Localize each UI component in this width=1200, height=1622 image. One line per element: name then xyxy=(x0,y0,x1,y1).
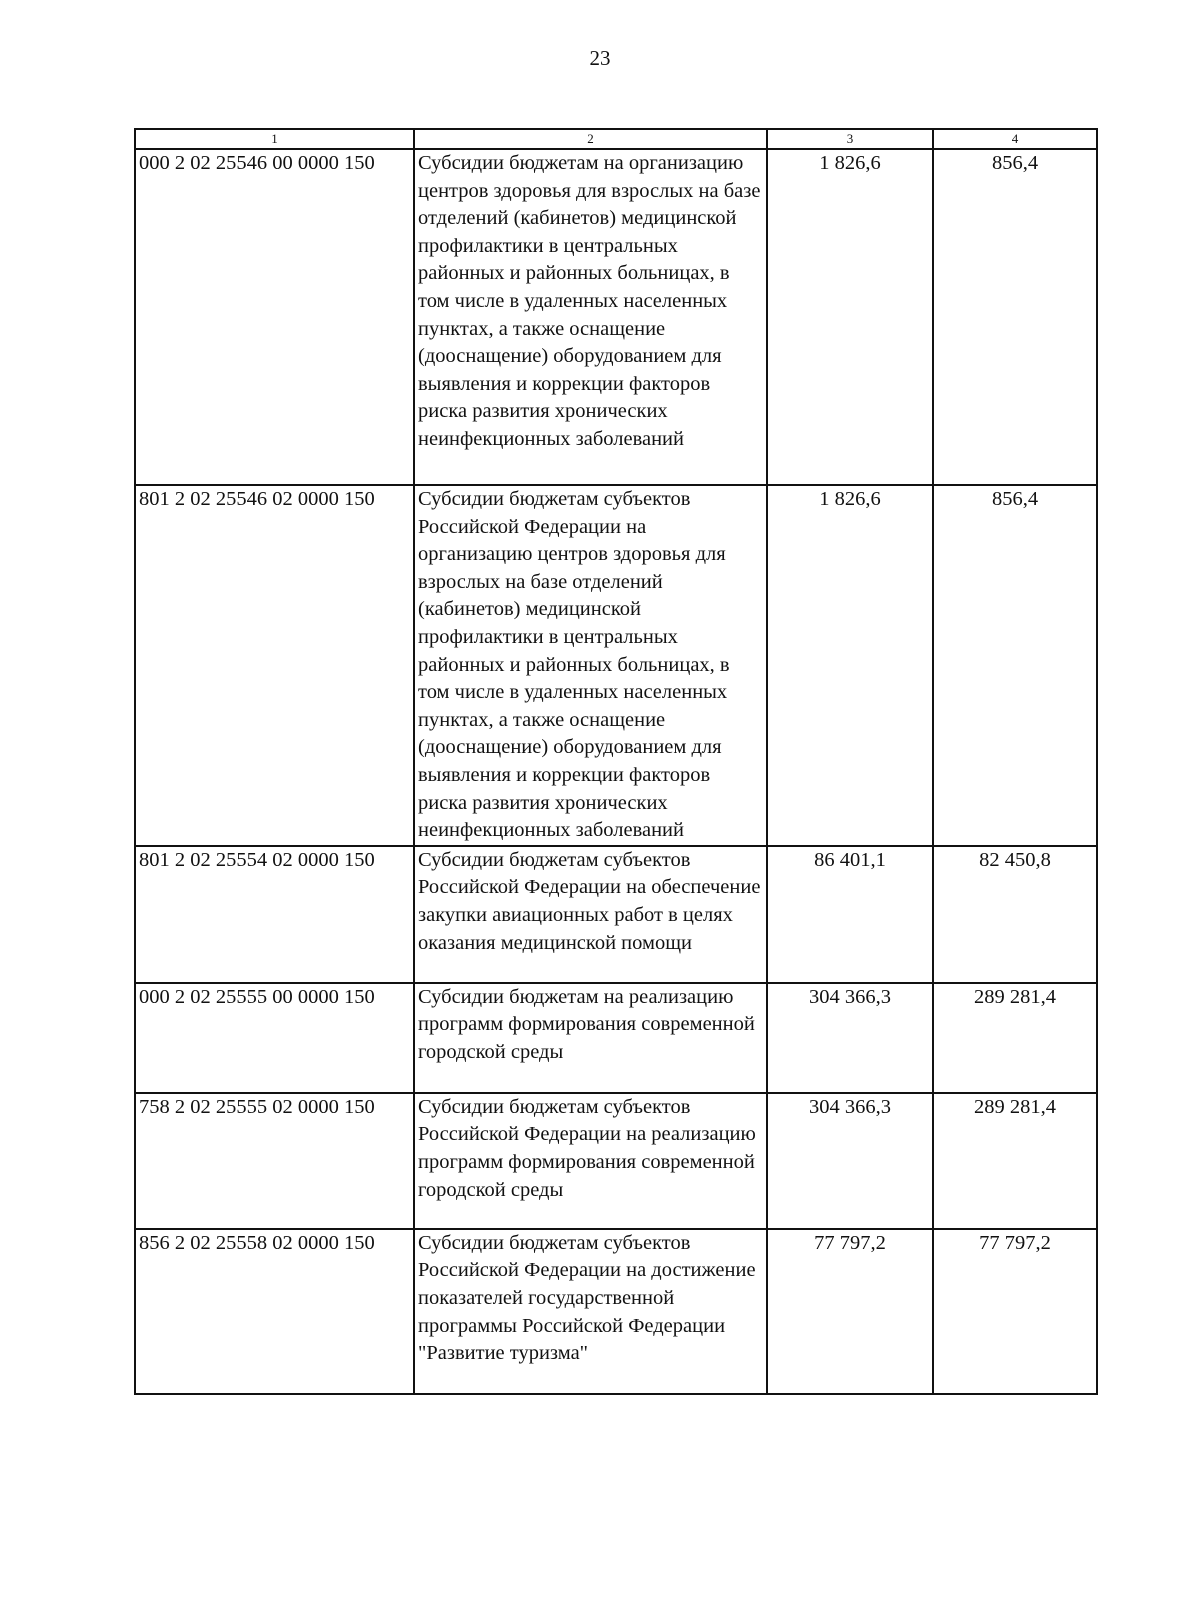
table-row xyxy=(135,149,1097,485)
budget-code-cell: 000 2 02 25546 00 0000 150 xyxy=(135,149,414,485)
table-row xyxy=(135,1093,1097,1229)
table-header-row xyxy=(135,129,1097,149)
value-col4-cell: 856,4 xyxy=(933,485,1097,846)
budget-code-cell: 801 2 02 25554 02 0000 150 xyxy=(135,846,414,983)
column-header-3: 3 xyxy=(767,129,933,149)
value-col3-cell: 304 366,3 xyxy=(767,983,933,1093)
value-col3-cell: 77 797,2 xyxy=(767,1229,933,1394)
description-cell: Субсидии бюджетам субъектов Российской Федерации на достижение показателей государственной программы Российской Федерации "Развитие туризма" xyxy=(414,1229,767,1394)
description-cell: Субсидии бюджетам на организацию центров здоровья для взрослых на базе отделений (кабинетов) медицинской профилактики в центральных районных и районных больницах, в том числе в удаленных населенных пунктах, а также оснащение (дооснащение) оборудованием для выявления и коррекции факторов риска развития хронических неинфекционных заболеваний xyxy=(414,149,767,485)
budget-code-cell: 000 2 02 25555 00 0000 150 xyxy=(135,983,414,1093)
value-col4-cell: 289 281,4 xyxy=(933,983,1097,1093)
budget-code-cell: 856 2 02 25558 02 0000 150 xyxy=(135,1229,414,1394)
value-col4-cell: 77 797,2 xyxy=(933,1229,1097,1394)
budget-code-cell: 801 2 02 25546 02 0000 150 xyxy=(135,485,414,846)
value-col3-cell: 1 826,6 xyxy=(767,485,933,846)
table-row xyxy=(135,846,1097,983)
value-col4-cell: 289 281,4 xyxy=(933,1093,1097,1229)
budget-table xyxy=(134,128,1098,1395)
description-cell: Субсидии бюджетам субъектов Российской Федерации на организацию центров здоровья для взрослых на базе отделений (кабинетов) медицинской профилактики в центральных районных и районных больницах, в том числе в удаленных населенных пунктах, а также оснащение (дооснащение) оборудованием для выявления и коррекции факторов риска развития хронических неинфекционных заболеваний xyxy=(414,485,767,846)
budget-code-cell: 758 2 02 25555 02 0000 150 xyxy=(135,1093,414,1229)
page-number: 23 xyxy=(589,46,611,70)
column-header-1: 1 xyxy=(135,129,414,149)
table-row xyxy=(135,1229,1097,1394)
description-cell: Субсидии бюджетам субъектов Российской Федерации на реализацию программ формирования современной городской среды xyxy=(414,1093,767,1229)
column-header-2: 2 xyxy=(414,129,767,149)
table-row xyxy=(135,485,1097,846)
description-cell: Субсидии бюджетам на реализацию программ формирования современной городской среды xyxy=(414,983,767,1093)
value-col3-cell: 1 826,6 xyxy=(767,149,933,485)
value-col3-cell: 304 366,3 xyxy=(767,1093,933,1229)
column-header-4: 4 xyxy=(933,129,1097,149)
description-cell: Субсидии бюджетам субъектов Российской Федерации на обеспечение закупки авиационных работ в целях оказания медицинской помощи xyxy=(414,846,767,983)
value-col4-cell: 856,4 xyxy=(933,149,1097,485)
value-col4-cell: 82 450,8 xyxy=(933,846,1097,983)
table-row xyxy=(135,983,1097,1093)
value-col3-cell: 86 401,1 xyxy=(767,846,933,983)
